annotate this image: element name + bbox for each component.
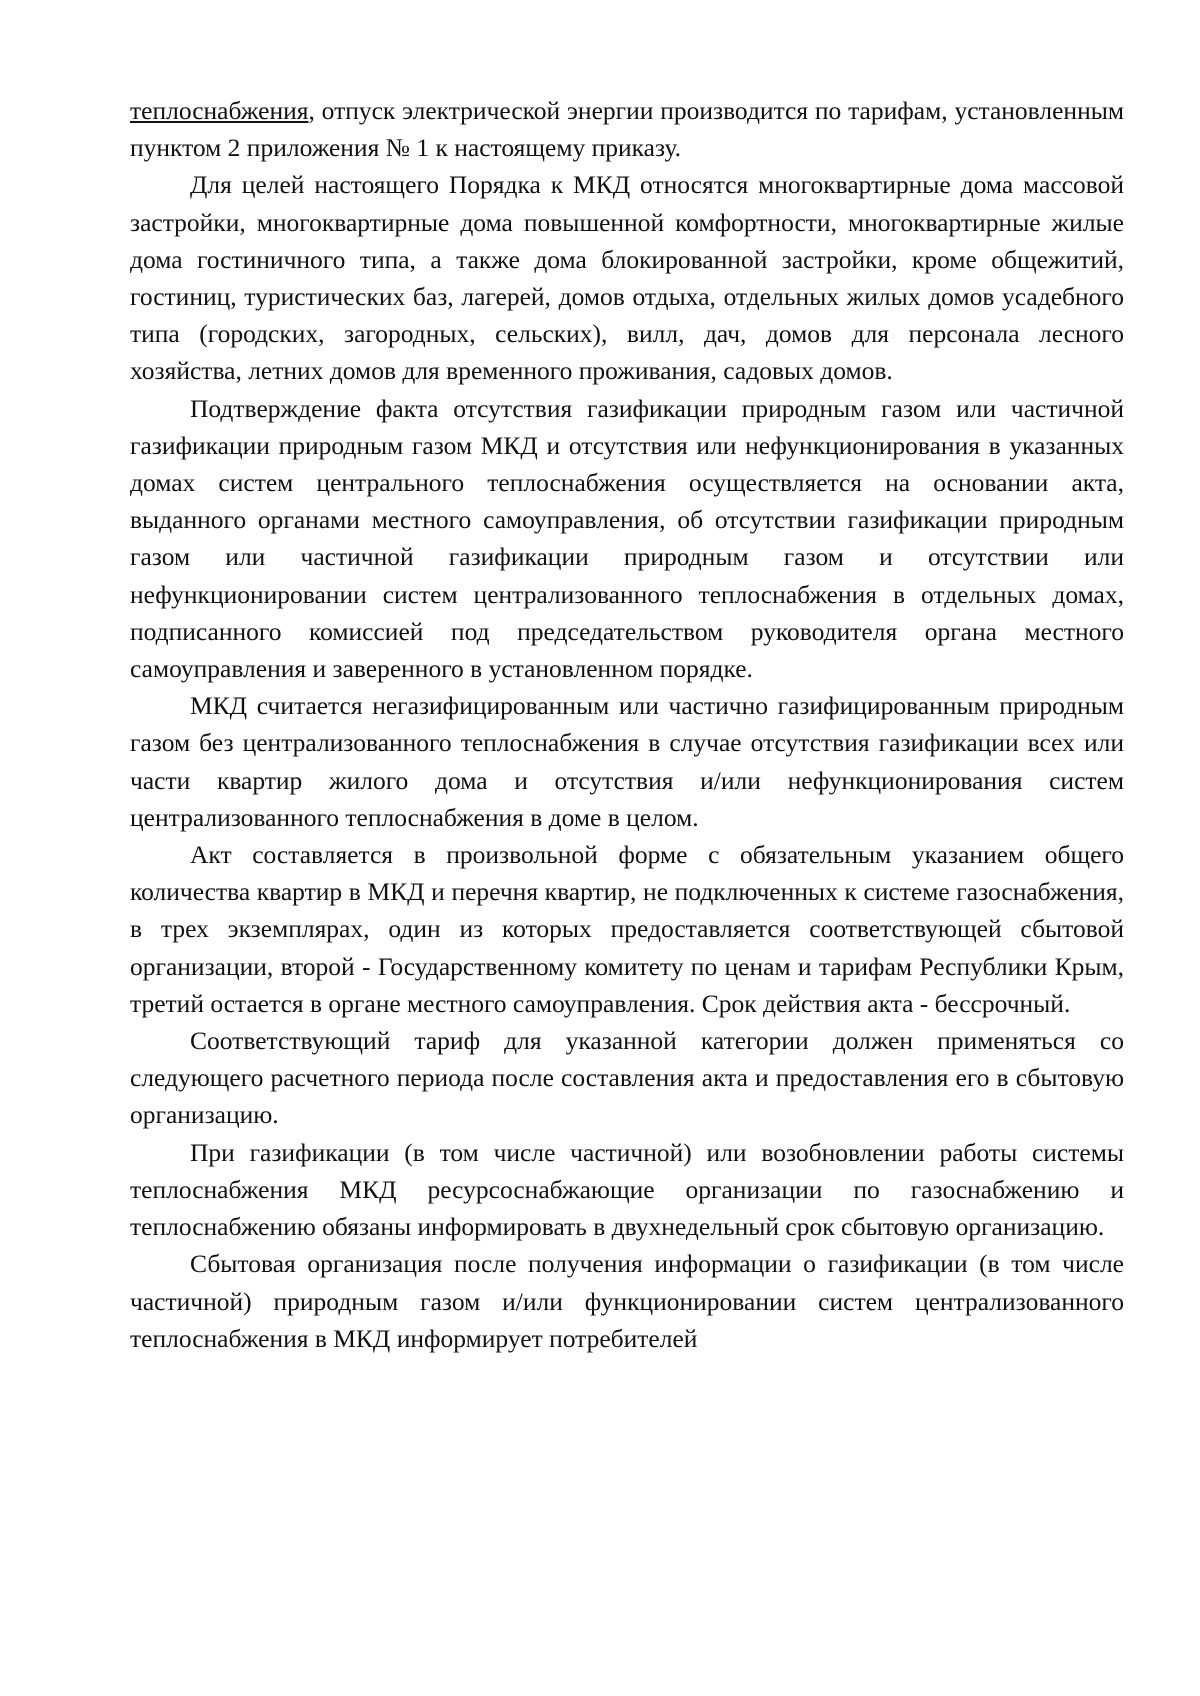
paragraph-7: Сбытовая организация после получения информации о газификации (в том числе частичной) природным газом и/или функционировании систем централизованного теплоснабжения в МКД информирует потребителей bbox=[130, 1249, 1124, 1353]
document-page bbox=[130, 92, 1124, 1357]
paragraph-4: Акт составляется в произвольной форме с обязательным указанием общего количества квартир в МКД и перечня квартир, не подключенных к системе газоснабжения, в трех экземплярах, один из которых предоставляется соответствующей сбытовой организации, второй - Государственному комитету по ценам и тарифам Республики Крым, третий остается в органе местного самоуправления. Срок действия акта - бессрочный. bbox=[130, 840, 1124, 1018]
paragraph-6: При газификации (в том числе частичной) или возобновлении работы системы теплоснабжения МКД ресурсоснабжающие организации по газоснабжению и теплоснабжению обязаны информировать в двухнедельный срок сбытовую организацию. bbox=[130, 1137, 1124, 1242]
paragraph-3: МКД считается негазифицированным или частично газифицированным природным газом без централизованного теплоснабжения в случае отсутствия газификации всех или части квартир жилого дома и отсутствия и/или нефункционирования систем централизованного теплоснабжения в доме в целом. bbox=[130, 691, 1124, 832]
lead-text: , отпуск электрической энергии производится по тарифам, установленным пунктом 2 приложения № 1 к настоящему приказу. bbox=[130, 96, 1124, 163]
paragraph-lead bbox=[130, 92, 1124, 166]
paragraph-2: Подтверждение факта отсутствия газификации природным газом или частичной газификации природным газом МКД и отсутствия или нефункционирования в указанных домах систем центрального теплоснабжения осуществляется на основании акта, выданного органами местного самоуправления, об отсутствии газификации природным газом или частичной газификации природным газом и отсутствии или нефункционировании систем централизованного теплоснабжения в отдельных домах, подписанного комиссией под председательством руководителя органа местного самоуправления и заверенного в установленном порядке. bbox=[130, 393, 1124, 684]
underlined-term: теплоснабжения bbox=[130, 96, 309, 125]
paragraph-5: Соответствующий тариф для указанной категории должен применяться со следующего расчетного периода после составления акта и предоставления его в сбытовую организацию. bbox=[130, 1026, 1124, 1130]
paragraph-1: Для целей настоящего Порядка к МКД относятся многоквартирные дома массовой застройки, многоквартирные дома повышенной комфортности, многоквартирные жилые дома гостиничного типа, а также дома блокированной застройки, кроме общежитий, гостиниц, туристических баз, лагерей, домов отдыха, отдельных жилых домов усадебного типа (городских, загородных, сельских), вилл, дач, домов для персонала лесного хозяйства, летних домов для временного проживания, садовых домов. bbox=[130, 170, 1124, 386]
